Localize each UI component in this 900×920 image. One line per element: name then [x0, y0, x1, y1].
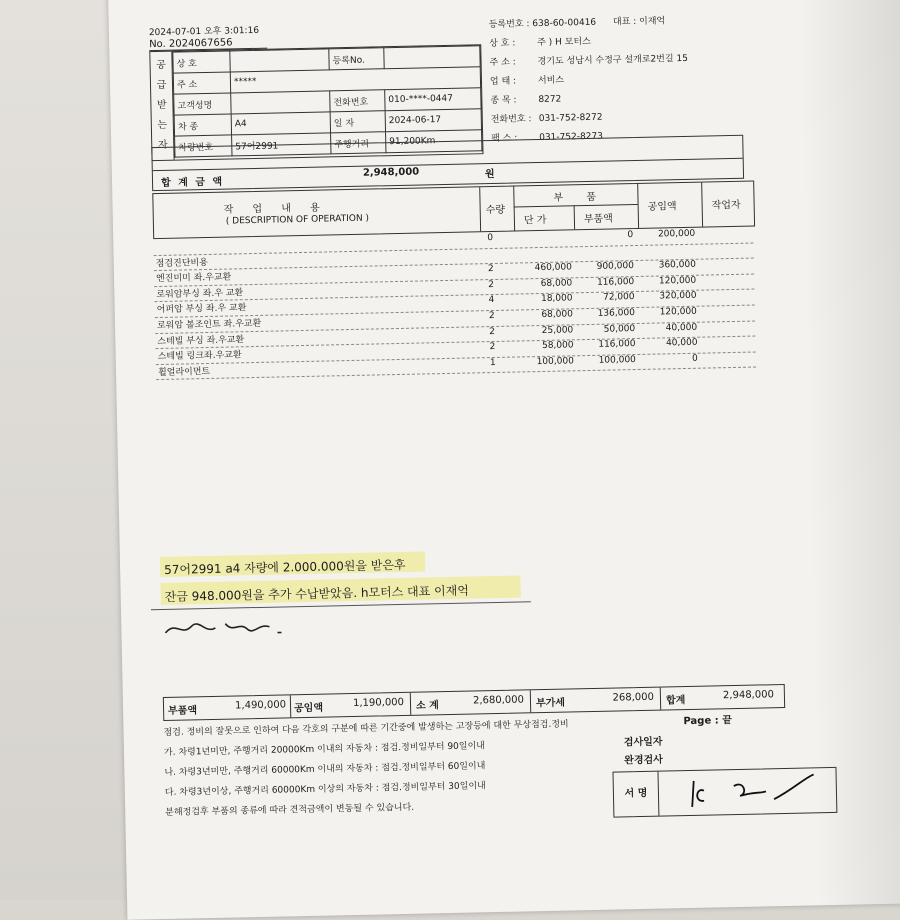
signature-mark: [674, 770, 825, 813]
summary-label: 합계: [665, 695, 686, 707]
note-signature: [161, 612, 292, 643]
sign-label: 서 명: [614, 772, 660, 817]
item-unit-price: 25,000: [541, 324, 574, 336]
item-labor: 360,000: [658, 259, 696, 271]
item-desc: 스테빌 부싱 좌.우교환: [157, 334, 245, 347]
item-qty: 2: [487, 264, 494, 275]
item-unit-price: 18,000: [540, 293, 573, 305]
header-desc-en: ( DESCRIPTION OF OPERATION ): [225, 213, 370, 227]
rep-value: 이재억: [639, 16, 666, 27]
item-desc: 어퍼암 부싱 좌.우 교환: [156, 303, 247, 316]
supplier-value: 8272: [538, 94, 562, 106]
header-parts: 부 품: [553, 191, 607, 204]
side-char: 자: [157, 139, 168, 151]
item-unit-price: 68,000: [540, 278, 573, 289]
summary-label: 부품액: [168, 705, 198, 717]
row-value2: 010-****-0447: [385, 88, 481, 111]
item-qty: 2: [488, 279, 495, 290]
doc-datetime: 2024-07-01 오후 3:01:16: [148, 25, 260, 39]
footer-note: 분해정검후 부품의 종류에 따라 견적금액이 변동될 수 있습니다.: [165, 802, 415, 818]
reg-value: 638-60-00416: [532, 17, 597, 30]
warranty-line: 다. 차령3년이상, 주행거리 60000Km 이상의 자동차 : 점검.정비일부터 30일이내: [164, 781, 486, 798]
item-parts-amount: 900,000: [596, 261, 635, 273]
item-desc: 휠얼라이먼트: [157, 366, 211, 378]
supplier-value: 주 ) H 모터스: [537, 36, 591, 49]
rep-label: 대표 :: [612, 16, 637, 28]
row-label2: 주행거리: [331, 132, 386, 154]
row-label: 차량번호: [175, 135, 232, 157]
total-label: 합 계 금 액: [160, 176, 225, 189]
summary-value: 1,490,000: [235, 699, 287, 712]
col-divider: [290, 695, 291, 717]
note-line-1: 57어2991 a4 자량에 2.000.000원을 받은후: [164, 557, 406, 577]
col-divider: [479, 187, 481, 231]
supplier-label: 상 호 :: [489, 38, 516, 50]
item-qty: 2: [489, 342, 496, 353]
item-labor: 120,000: [658, 275, 697, 287]
page-label: Page : 끝: [683, 715, 732, 728]
item-unit-price: [507, 231, 571, 232]
item-desc: 엔진미미 좌.우교환: [155, 272, 232, 285]
row-value2: 91,200Km: [386, 130, 482, 153]
col-divider: [660, 688, 661, 710]
item-parts-amount: 0: [627, 230, 634, 241]
header-unit-price: 단 가: [523, 214, 547, 227]
row-label: 주 소: [173, 72, 230, 94]
item-labor: 0: [692, 353, 698, 364]
item-labor: 320,000: [659, 291, 697, 302]
total-amount: 2,948,000: [362, 166, 420, 179]
item-qty: 0: [487, 232, 494, 244]
row-value: *****: [230, 67, 480, 93]
item-parts-amount: 50,000: [603, 323, 636, 335]
item-desc: 로워암부싱 좌.우 교환: [156, 288, 244, 300]
item-unit-price: 58,000: [541, 340, 574, 352]
summary-label: 공임액: [293, 702, 324, 715]
summary-value: 1,190,000: [352, 696, 405, 710]
row-label2: 일 자: [330, 111, 385, 133]
supplier-value: 서비스: [537, 75, 565, 87]
row-label2: 전화번호: [330, 90, 385, 112]
supplier-label: 팩 스 :: [491, 133, 518, 145]
invoice-sheet: [108, 0, 900, 920]
row-label: 고객성명: [174, 93, 231, 115]
side-char: 받: [156, 99, 167, 111]
reg-label: 등록번호 :: [488, 19, 530, 31]
col-divider: [701, 183, 703, 227]
supplier-value: 031-752-8272: [538, 112, 603, 125]
header-labor: 공임액: [647, 201, 677, 213]
supplier-value: 031-752-8273: [539, 131, 604, 144]
row-divider: [514, 204, 638, 208]
warranty-intro: 점검. 정비의 잘못으로 인하여 다음 각호의 구분에 따른 기간중에 발생하는 고장등에 대한 무상점검.정비: [163, 719, 569, 738]
item-desc: 점검진단비용: [155, 257, 209, 269]
recipient-side-label: [150, 52, 174, 160]
row-value: A4: [231, 112, 330, 135]
item-labor: 200,000: [657, 228, 696, 240]
side-char: 공: [156, 59, 167, 72]
doc-number: No. 2024067656: [149, 37, 267, 51]
item-parts-amount: [569, 246, 633, 247]
warranty-line: 가. 차령1년미만, 주행거리 20000Km 이내의 자동차 : 점검.정비일부터 90일이내: [163, 741, 486, 758]
supplier-block: [489, 11, 752, 149]
side-char: 는: [157, 119, 168, 131]
item-parts-amount: 116,000: [596, 276, 635, 288]
row-label: 상 호: [173, 51, 230, 73]
row-value2: [384, 46, 480, 69]
item-qty: 1: [489, 357, 496, 368]
header-worker: 작업자: [711, 199, 741, 212]
item-parts-amount: 72,000: [602, 292, 635, 304]
row-value: 57어2991: [232, 133, 331, 156]
supplier-label: 전화번호 :: [490, 114, 532, 126]
summary-value: 2,680,000: [472, 694, 525, 707]
supplier-value: 경기도 성남시 수정구 설개로2번길 15: [537, 53, 689, 68]
item-unit-price: [507, 247, 571, 248]
item-parts-amount: 116,000: [598, 339, 636, 350]
item-labor: 40,000: [665, 322, 698, 333]
item-labor: [631, 244, 695, 245]
row-label: 차 종: [174, 114, 231, 136]
item-qty: 4: [488, 295, 495, 306]
summary-value: 268,000: [612, 691, 655, 704]
header-desc: 작 업 내 용: [223, 202, 328, 216]
item-parts-amount: 100,000: [598, 354, 636, 366]
item-labor: 40,000: [665, 337, 698, 349]
supplier-label: 업 태 :: [489, 76, 517, 88]
row-value2: 2024-06-17: [385, 109, 481, 132]
supplier-label: 주 소 :: [489, 57, 516, 69]
warranty-line: 나. 차령3년미만, 주행거리 60000Km 이내의 자동차 : 점검.정비일부터 60일이내: [164, 761, 486, 778]
summary-value: 2,948,000: [722, 689, 775, 702]
signature-box: [612, 767, 837, 818]
item-parts-amount: 136,000: [597, 308, 635, 319]
row-value: [231, 91, 330, 114]
item-desc: 스테빌 링크좌.우교환: [157, 350, 242, 363]
col-divider: [513, 187, 515, 231]
col-divider: [530, 690, 531, 712]
item-qty: 2: [488, 310, 495, 322]
summary-label: 부가세: [535, 697, 566, 710]
col-divider: [637, 184, 639, 228]
item-unit-price: 100,000: [536, 356, 574, 367]
item-unit-price: 68,000: [541, 309, 573, 320]
inspect-complete-label: 완경검사: [624, 754, 664, 767]
item-unit-price: 460,000: [534, 262, 573, 274]
side-char: 급: [156, 79, 167, 92]
note-line-2: 잔금 948.000원을 추가 수납받았음. h모터스 대표 이재억: [164, 583, 469, 604]
header-qty: 수량: [485, 204, 506, 217]
item-labor: 120,000: [659, 306, 697, 318]
supplier-label: 종 목 :: [490, 95, 517, 107]
row-value: [230, 49, 329, 72]
inspect-date-label: 검사일자: [623, 736, 663, 749]
summary-label: 소 계: [415, 700, 439, 712]
col-divider: [574, 205, 576, 229]
total-unit: 원: [484, 168, 495, 181]
row-label2: 등록No.: [329, 48, 384, 70]
item-desc: 로워암 볼조인트 좌.우교환: [156, 318, 262, 332]
header-parts-amt: 부품액: [583, 213, 614, 226]
col-divider: [410, 693, 411, 715]
item-qty: 2: [489, 326, 496, 337]
